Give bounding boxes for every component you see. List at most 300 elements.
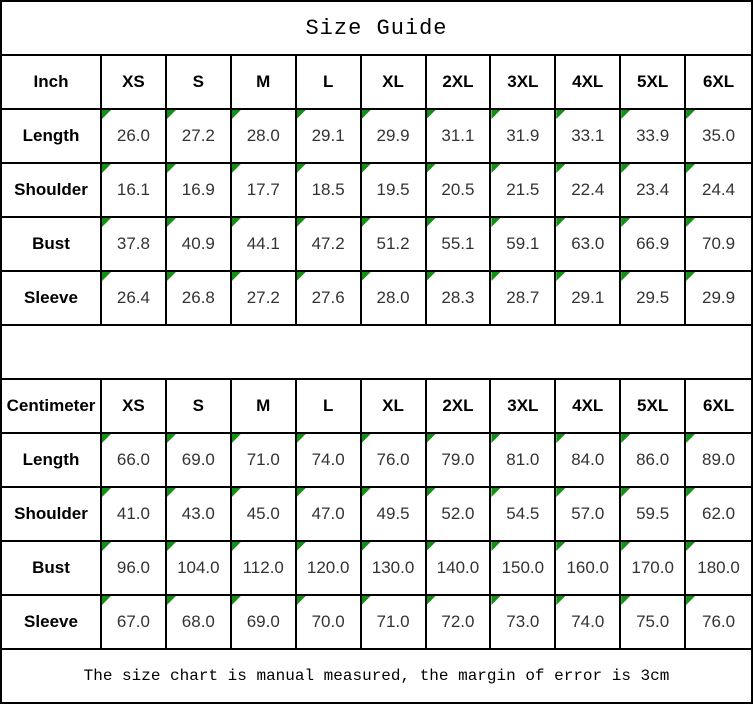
size-header-cell-label: M bbox=[256, 72, 271, 91]
measure-value-cell-label: 23.4 bbox=[636, 180, 670, 199]
measure-value-cell bbox=[102, 110, 167, 164]
size-header-cell-label: 4XL bbox=[572, 72, 604, 91]
measure-value-cell bbox=[556, 488, 621, 542]
measure-value-cell-label: 70.0 bbox=[311, 612, 345, 631]
measure-value-cell-label: 69.0 bbox=[246, 612, 280, 631]
measure-value-cell-label: 28.0 bbox=[376, 288, 410, 307]
cell-corner-flag-icon bbox=[686, 434, 695, 443]
measure-value-cell bbox=[556, 272, 621, 326]
cell-corner-flag-icon bbox=[621, 488, 630, 497]
cell-corner-flag-icon bbox=[621, 434, 630, 443]
size-header-cell-label: 3XL bbox=[507, 396, 539, 415]
measure-value-cell-label: 47.2 bbox=[311, 234, 345, 253]
measure-value-cell-label: 33.1 bbox=[571, 126, 605, 145]
measure-value-cell bbox=[686, 164, 751, 218]
measure-value-cell-label: 140.0 bbox=[436, 558, 480, 577]
measure-value-cell-label: 96.0 bbox=[116, 558, 150, 577]
size-header-cell bbox=[686, 380, 751, 434]
measure-value-cell-label: 21.5 bbox=[506, 180, 540, 199]
measure-value-cell bbox=[427, 596, 492, 650]
size-header-cell bbox=[232, 380, 297, 434]
measure-value-cell-label: 130.0 bbox=[371, 558, 415, 577]
measure-value-cell bbox=[102, 542, 167, 596]
cell-corner-flag-icon bbox=[362, 110, 371, 119]
footer-row bbox=[2, 650, 751, 702]
cell-corner-flag-icon bbox=[491, 434, 500, 443]
measure-value-cell-label: 73.0 bbox=[506, 612, 540, 631]
measure-value-cell-label: 27.2 bbox=[181, 126, 215, 145]
measure-value-cell bbox=[297, 596, 362, 650]
unit-header-cell bbox=[2, 56, 102, 110]
measure-label-cell-label: Shoulder bbox=[14, 504, 88, 523]
measure-value-cell-label: 72.0 bbox=[441, 612, 475, 631]
measure-label-cell bbox=[2, 488, 102, 542]
cell-corner-flag-icon bbox=[427, 542, 436, 551]
measure-value-cell-label: 86.0 bbox=[636, 450, 670, 469]
measure-value-cell bbox=[491, 164, 556, 218]
measure-value-cell bbox=[362, 164, 427, 218]
size-table-inch bbox=[2, 56, 751, 326]
measure-value-cell-label: 120.0 bbox=[306, 558, 350, 577]
cell-corner-flag-icon bbox=[686, 542, 695, 551]
cell-corner-flag-icon bbox=[362, 434, 371, 443]
cell-corner-flag-icon bbox=[232, 110, 241, 119]
measure-value-cell-label: 31.9 bbox=[506, 126, 540, 145]
size-header-cell bbox=[167, 380, 232, 434]
measure-value-cell-label: 59.1 bbox=[506, 234, 540, 253]
cell-corner-flag-icon bbox=[427, 272, 436, 281]
measure-value-cell bbox=[491, 434, 556, 488]
size-header-cell-label: XS bbox=[122, 72, 145, 91]
cell-corner-flag-icon bbox=[556, 218, 565, 227]
cell-corner-flag-icon bbox=[362, 218, 371, 227]
cell-corner-flag-icon bbox=[102, 218, 111, 227]
measure-value-cell bbox=[427, 488, 492, 542]
cell-corner-flag-icon bbox=[362, 272, 371, 281]
measure-value-cell-label: 29.9 bbox=[376, 126, 410, 145]
measure-value-cell-label: 35.0 bbox=[702, 126, 736, 145]
cell-corner-flag-icon bbox=[297, 272, 306, 281]
measure-value-cell bbox=[621, 164, 686, 218]
measure-label-cell bbox=[2, 596, 102, 650]
measure-label-cell-label: Length bbox=[22, 126, 80, 145]
cell-corner-flag-icon bbox=[102, 488, 111, 497]
measure-value-cell-label: 37.8 bbox=[116, 234, 150, 253]
measure-value-cell bbox=[297, 434, 362, 488]
cell-corner-flag-icon bbox=[167, 488, 176, 497]
measure-value-cell bbox=[427, 542, 492, 596]
measure-label-cell-label: Shoulder bbox=[14, 180, 88, 199]
measure-value-cell-label: 52.0 bbox=[441, 504, 475, 523]
cell-corner-flag-icon bbox=[491, 164, 500, 173]
measure-value-cell-label: 28.0 bbox=[246, 126, 280, 145]
size-header-cell bbox=[167, 56, 232, 110]
measure-value-cell bbox=[102, 218, 167, 272]
size-header-cell bbox=[297, 380, 362, 434]
footer-note: The size chart is manual measured, the margin of error is 3cm bbox=[83, 667, 670, 685]
measure-value-cell-label: 74.0 bbox=[571, 612, 605, 631]
measure-value-cell-label: 24.4 bbox=[702, 180, 736, 199]
measure-value-cell-label: 27.2 bbox=[246, 288, 280, 307]
measure-value-cell bbox=[362, 542, 427, 596]
cell-corner-flag-icon bbox=[232, 272, 241, 281]
measure-value-cell bbox=[297, 542, 362, 596]
measure-value-cell-label: 44.1 bbox=[246, 234, 280, 253]
size-header-cell bbox=[297, 56, 362, 110]
measure-value-cell-label: 160.0 bbox=[566, 558, 610, 577]
size-header-cell bbox=[102, 380, 167, 434]
measure-value-cell-label: 57.0 bbox=[571, 504, 605, 523]
measure-value-cell bbox=[686, 434, 751, 488]
cell-corner-flag-icon bbox=[102, 542, 111, 551]
cell-corner-flag-icon bbox=[556, 596, 565, 605]
measure-value-cell-label: 41.0 bbox=[116, 504, 150, 523]
measure-value-cell bbox=[232, 596, 297, 650]
cell-corner-flag-icon bbox=[232, 596, 241, 605]
measure-value-cell-label: 112.0 bbox=[242, 558, 284, 577]
measure-value-cell bbox=[621, 272, 686, 326]
measure-value-cell bbox=[232, 542, 297, 596]
measure-label-cell-label: Bust bbox=[32, 558, 70, 577]
measure-value-cell-label: 45.0 bbox=[246, 504, 280, 523]
measure-value-cell bbox=[102, 272, 167, 326]
measure-value-cell bbox=[362, 434, 427, 488]
measure-value-cell bbox=[102, 164, 167, 218]
measure-value-cell bbox=[686, 596, 751, 650]
cell-corner-flag-icon bbox=[556, 110, 565, 119]
measure-value-cell-label: 66.9 bbox=[636, 234, 670, 253]
measure-value-cell-label: 29.9 bbox=[702, 288, 736, 307]
cell-corner-flag-icon bbox=[427, 434, 436, 443]
measure-value-cell bbox=[362, 596, 427, 650]
size-header-cell-label: L bbox=[322, 72, 334, 91]
measure-value-cell-label: 170.0 bbox=[631, 558, 674, 577]
measure-value-cell-label: 76.0 bbox=[702, 612, 736, 631]
cell-corner-flag-icon bbox=[491, 110, 500, 119]
measure-value-cell bbox=[686, 542, 751, 596]
cell-corner-flag-icon bbox=[427, 110, 436, 119]
cell-corner-flag-icon bbox=[297, 434, 306, 443]
cell-corner-flag-icon bbox=[102, 164, 111, 173]
cell-corner-flag-icon bbox=[427, 164, 436, 173]
size-header-cell-label: S bbox=[192, 72, 205, 91]
measure-value-cell-label: 16.1 bbox=[116, 180, 150, 199]
cell-corner-flag-icon bbox=[686, 218, 695, 227]
cell-corner-flag-icon bbox=[297, 218, 306, 227]
measure-value-cell bbox=[491, 596, 556, 650]
measure-value-cell bbox=[621, 434, 686, 488]
size-header-cell-label: L bbox=[322, 396, 334, 415]
size-header-cell-label: XL bbox=[382, 72, 404, 91]
measure-value-cell bbox=[686, 272, 751, 326]
size-header-cell-label: 6XL bbox=[702, 396, 735, 415]
measure-value-cell-label: 29.1 bbox=[571, 288, 605, 307]
measure-value-cell-label: 22.4 bbox=[571, 180, 605, 199]
measure-value-cell bbox=[167, 164, 232, 218]
size-header-cell-label: 5XL bbox=[637, 396, 669, 415]
measure-value-cell bbox=[232, 110, 297, 164]
unit-header-cell-label: Centimeter bbox=[6, 396, 96, 415]
measure-value-cell bbox=[491, 272, 556, 326]
measure-value-cell-label: 89.0 bbox=[702, 450, 736, 469]
table-separator bbox=[2, 326, 751, 380]
measure-label-cell-label: Length bbox=[22, 450, 80, 469]
cell-corner-flag-icon bbox=[427, 596, 436, 605]
measure-value-cell-label: 16.9 bbox=[181, 180, 215, 199]
size-header-cell-label: 6XL bbox=[702, 72, 735, 91]
measure-value-cell-label: 26.0 bbox=[116, 126, 150, 145]
measure-value-cell-label: 69.0 bbox=[181, 450, 215, 469]
measure-value-cell bbox=[297, 488, 362, 542]
measure-value-cell-label: 75.0 bbox=[636, 612, 670, 631]
measure-value-cell bbox=[427, 218, 492, 272]
measure-value-cell bbox=[232, 488, 297, 542]
measure-label-cell-label: Sleeve bbox=[24, 612, 78, 631]
measure-value-cell-label: 79.0 bbox=[441, 450, 475, 469]
measure-value-cell-label: 71.0 bbox=[376, 612, 410, 631]
measure-value-cell bbox=[362, 110, 427, 164]
measure-value-cell-label: 150.0 bbox=[501, 558, 545, 577]
size-header-cell-label: 3XL bbox=[507, 72, 539, 91]
cell-corner-flag-icon bbox=[362, 542, 371, 551]
cell-corner-flag-icon bbox=[427, 218, 436, 227]
measure-value-cell bbox=[102, 434, 167, 488]
size-header-cell-label: S bbox=[192, 396, 205, 415]
measure-value-cell-label: 74.0 bbox=[311, 450, 345, 469]
measure-value-cell bbox=[297, 110, 362, 164]
measure-value-cell bbox=[621, 110, 686, 164]
measure-value-cell bbox=[167, 596, 232, 650]
measure-value-cell-label: 71.0 bbox=[246, 450, 280, 469]
measure-value-cell-label: 49.5 bbox=[376, 504, 410, 523]
size-header-cell-label: XS bbox=[122, 396, 145, 415]
measure-value-cell bbox=[556, 164, 621, 218]
measure-value-cell bbox=[297, 218, 362, 272]
cell-corner-flag-icon bbox=[102, 110, 111, 119]
size-header-cell-label: 2XL bbox=[442, 396, 474, 415]
measure-value-cell-label: 28.3 bbox=[441, 288, 475, 307]
measure-value-cell-label: 18.5 bbox=[311, 180, 345, 199]
measure-value-cell bbox=[102, 488, 167, 542]
measure-value-cell-label: 68.0 bbox=[181, 612, 215, 631]
size-header-cell bbox=[686, 56, 751, 110]
cell-corner-flag-icon bbox=[167, 596, 176, 605]
cell-corner-flag-icon bbox=[232, 434, 241, 443]
size-header-cell bbox=[621, 56, 686, 110]
measure-value-cell bbox=[362, 272, 427, 326]
cell-corner-flag-icon bbox=[686, 110, 695, 119]
cell-corner-flag-icon bbox=[102, 272, 111, 281]
cell-corner-flag-icon bbox=[362, 488, 371, 497]
cell-corner-flag-icon bbox=[686, 164, 695, 173]
cell-corner-flag-icon bbox=[297, 164, 306, 173]
size-header-cell-label: XL bbox=[382, 396, 404, 415]
cell-corner-flag-icon bbox=[297, 488, 306, 497]
measure-value-cell-label: 54.5 bbox=[506, 504, 540, 523]
measure-label-cell-label: Bust bbox=[32, 234, 70, 253]
measure-value-cell-label: 51.2 bbox=[376, 234, 410, 253]
measure-value-cell bbox=[556, 596, 621, 650]
measure-value-cell bbox=[556, 434, 621, 488]
page-title: Size Guide bbox=[305, 15, 448, 41]
cell-corner-flag-icon bbox=[167, 218, 176, 227]
measure-value-cell-label: 84.0 bbox=[571, 450, 605, 469]
cell-corner-flag-icon bbox=[491, 272, 500, 281]
size-table-centimeter bbox=[2, 380, 751, 650]
cell-corner-flag-icon bbox=[491, 488, 500, 497]
cell-corner-flag-icon bbox=[621, 218, 630, 227]
measure-value-cell-label: 43.0 bbox=[181, 504, 215, 523]
cell-corner-flag-icon bbox=[556, 488, 565, 497]
size-header-cell bbox=[621, 380, 686, 434]
measure-label-cell bbox=[2, 272, 102, 326]
size-header-cell-label: 4XL bbox=[572, 396, 604, 415]
measure-value-cell-label: 19.5 bbox=[376, 180, 410, 199]
measure-value-cell bbox=[167, 434, 232, 488]
measure-value-cell-label: 104.0 bbox=[177, 558, 220, 577]
measure-value-cell bbox=[297, 272, 362, 326]
measure-value-cell bbox=[556, 218, 621, 272]
cell-corner-flag-icon bbox=[427, 488, 436, 497]
measure-value-cell-label: 17.7 bbox=[246, 180, 280, 199]
measure-value-cell bbox=[491, 542, 556, 596]
cell-corner-flag-icon bbox=[556, 434, 565, 443]
measure-value-cell-label: 29.5 bbox=[636, 288, 670, 307]
size-header-cell bbox=[427, 56, 492, 110]
measure-label-cell bbox=[2, 110, 102, 164]
cell-corner-flag-icon bbox=[232, 164, 241, 173]
measure-value-cell bbox=[167, 110, 232, 164]
measure-value-cell bbox=[621, 596, 686, 650]
size-header-cell bbox=[556, 56, 621, 110]
cell-corner-flag-icon bbox=[621, 542, 630, 551]
measure-value-cell bbox=[686, 218, 751, 272]
measure-value-cell bbox=[297, 164, 362, 218]
measure-value-cell bbox=[362, 218, 427, 272]
measure-value-cell-label: 40.9 bbox=[181, 234, 215, 253]
size-header-cell bbox=[362, 56, 427, 110]
cell-corner-flag-icon bbox=[102, 596, 111, 605]
measure-value-cell-label: 47.0 bbox=[311, 504, 345, 523]
cell-corner-flag-icon bbox=[232, 218, 241, 227]
cell-corner-flag-icon bbox=[362, 164, 371, 173]
cell-corner-flag-icon bbox=[621, 272, 630, 281]
measure-value-cell-label: 59.5 bbox=[636, 504, 670, 523]
measure-value-cell bbox=[167, 218, 232, 272]
size-header-cell bbox=[232, 56, 297, 110]
measure-value-cell bbox=[427, 110, 492, 164]
size-header-cell-label: 2XL bbox=[442, 72, 474, 91]
measure-value-cell bbox=[167, 488, 232, 542]
measure-value-cell-label: 26.8 bbox=[181, 288, 215, 307]
measure-label-cell bbox=[2, 434, 102, 488]
measure-label-cell-label: Sleeve bbox=[24, 288, 78, 307]
measure-value-cell-label: 20.5 bbox=[441, 180, 475, 199]
measure-value-cell-label: 76.0 bbox=[376, 450, 410, 469]
size-header-cell bbox=[362, 380, 427, 434]
size-header-cell bbox=[491, 380, 556, 434]
cell-corner-flag-icon bbox=[102, 434, 111, 443]
cell-corner-flag-icon bbox=[232, 488, 241, 497]
measure-value-cell bbox=[621, 542, 686, 596]
unit-header-cell-label: Inch bbox=[33, 72, 69, 91]
cell-corner-flag-icon bbox=[686, 272, 695, 281]
measure-value-cell-label: 180.0 bbox=[697, 558, 740, 577]
cell-corner-flag-icon bbox=[621, 596, 630, 605]
cell-corner-flag-icon bbox=[232, 542, 241, 551]
cell-corner-flag-icon bbox=[686, 488, 695, 497]
measure-value-cell bbox=[491, 110, 556, 164]
cell-corner-flag-icon bbox=[167, 542, 176, 551]
measure-value-cell-label: 63.0 bbox=[571, 234, 605, 253]
cell-corner-flag-icon bbox=[297, 596, 306, 605]
measure-value-cell-label: 28.7 bbox=[506, 288, 540, 307]
measure-label-cell bbox=[2, 164, 102, 218]
measure-value-cell-label: 29.1 bbox=[311, 126, 345, 145]
cell-corner-flag-icon bbox=[621, 164, 630, 173]
cell-corner-flag-icon bbox=[491, 542, 500, 551]
measure-value-cell bbox=[686, 110, 751, 164]
measure-value-cell bbox=[167, 542, 232, 596]
cell-corner-flag-icon bbox=[556, 542, 565, 551]
measure-value-cell-label: 62.0 bbox=[702, 504, 736, 523]
size-header-cell-label: 5XL bbox=[637, 72, 669, 91]
measure-value-cell-label: 66.0 bbox=[116, 450, 150, 469]
measure-value-cell bbox=[556, 110, 621, 164]
cell-corner-flag-icon bbox=[686, 596, 695, 605]
measure-value-cell-label: 70.9 bbox=[702, 234, 736, 253]
size-header-cell bbox=[427, 380, 492, 434]
cell-corner-flag-icon bbox=[556, 164, 565, 173]
cell-corner-flag-icon bbox=[556, 272, 565, 281]
measure-value-cell-label: 81.0 bbox=[506, 450, 540, 469]
measure-value-cell bbox=[102, 596, 167, 650]
measure-value-cell bbox=[167, 272, 232, 326]
cell-corner-flag-icon bbox=[362, 596, 371, 605]
cell-corner-flag-icon bbox=[491, 596, 500, 605]
cell-corner-flag-icon bbox=[621, 110, 630, 119]
measure-value-cell bbox=[491, 218, 556, 272]
measure-label-cell bbox=[2, 218, 102, 272]
size-header-cell bbox=[556, 380, 621, 434]
measure-value-cell bbox=[362, 488, 427, 542]
measure-value-cell-label: 33.9 bbox=[636, 126, 670, 145]
measure-value-cell bbox=[232, 218, 297, 272]
title-row bbox=[2, 2, 751, 56]
size-header-cell-label: M bbox=[256, 396, 271, 415]
measure-value-cell bbox=[232, 164, 297, 218]
cell-corner-flag-icon bbox=[167, 110, 176, 119]
cell-corner-flag-icon bbox=[167, 434, 176, 443]
measure-value-cell bbox=[621, 488, 686, 542]
measure-value-cell bbox=[556, 542, 621, 596]
measure-value-cell bbox=[621, 218, 686, 272]
measure-value-cell-label: 31.1 bbox=[441, 126, 475, 145]
measure-value-cell bbox=[427, 272, 492, 326]
unit-header-cell bbox=[2, 380, 102, 434]
cell-corner-flag-icon bbox=[167, 164, 176, 173]
measure-value-cell bbox=[427, 434, 492, 488]
measure-value-cell bbox=[491, 488, 556, 542]
measure-value-cell-label: 26.4 bbox=[116, 288, 150, 307]
cell-corner-flag-icon bbox=[297, 542, 306, 551]
measure-value-cell bbox=[232, 272, 297, 326]
measure-value-cell-label: 67.0 bbox=[116, 612, 150, 631]
measure-value-cell bbox=[686, 488, 751, 542]
cell-corner-flag-icon bbox=[491, 218, 500, 227]
measure-value-cell bbox=[232, 434, 297, 488]
measure-value-cell-label: 27.6 bbox=[311, 288, 345, 307]
